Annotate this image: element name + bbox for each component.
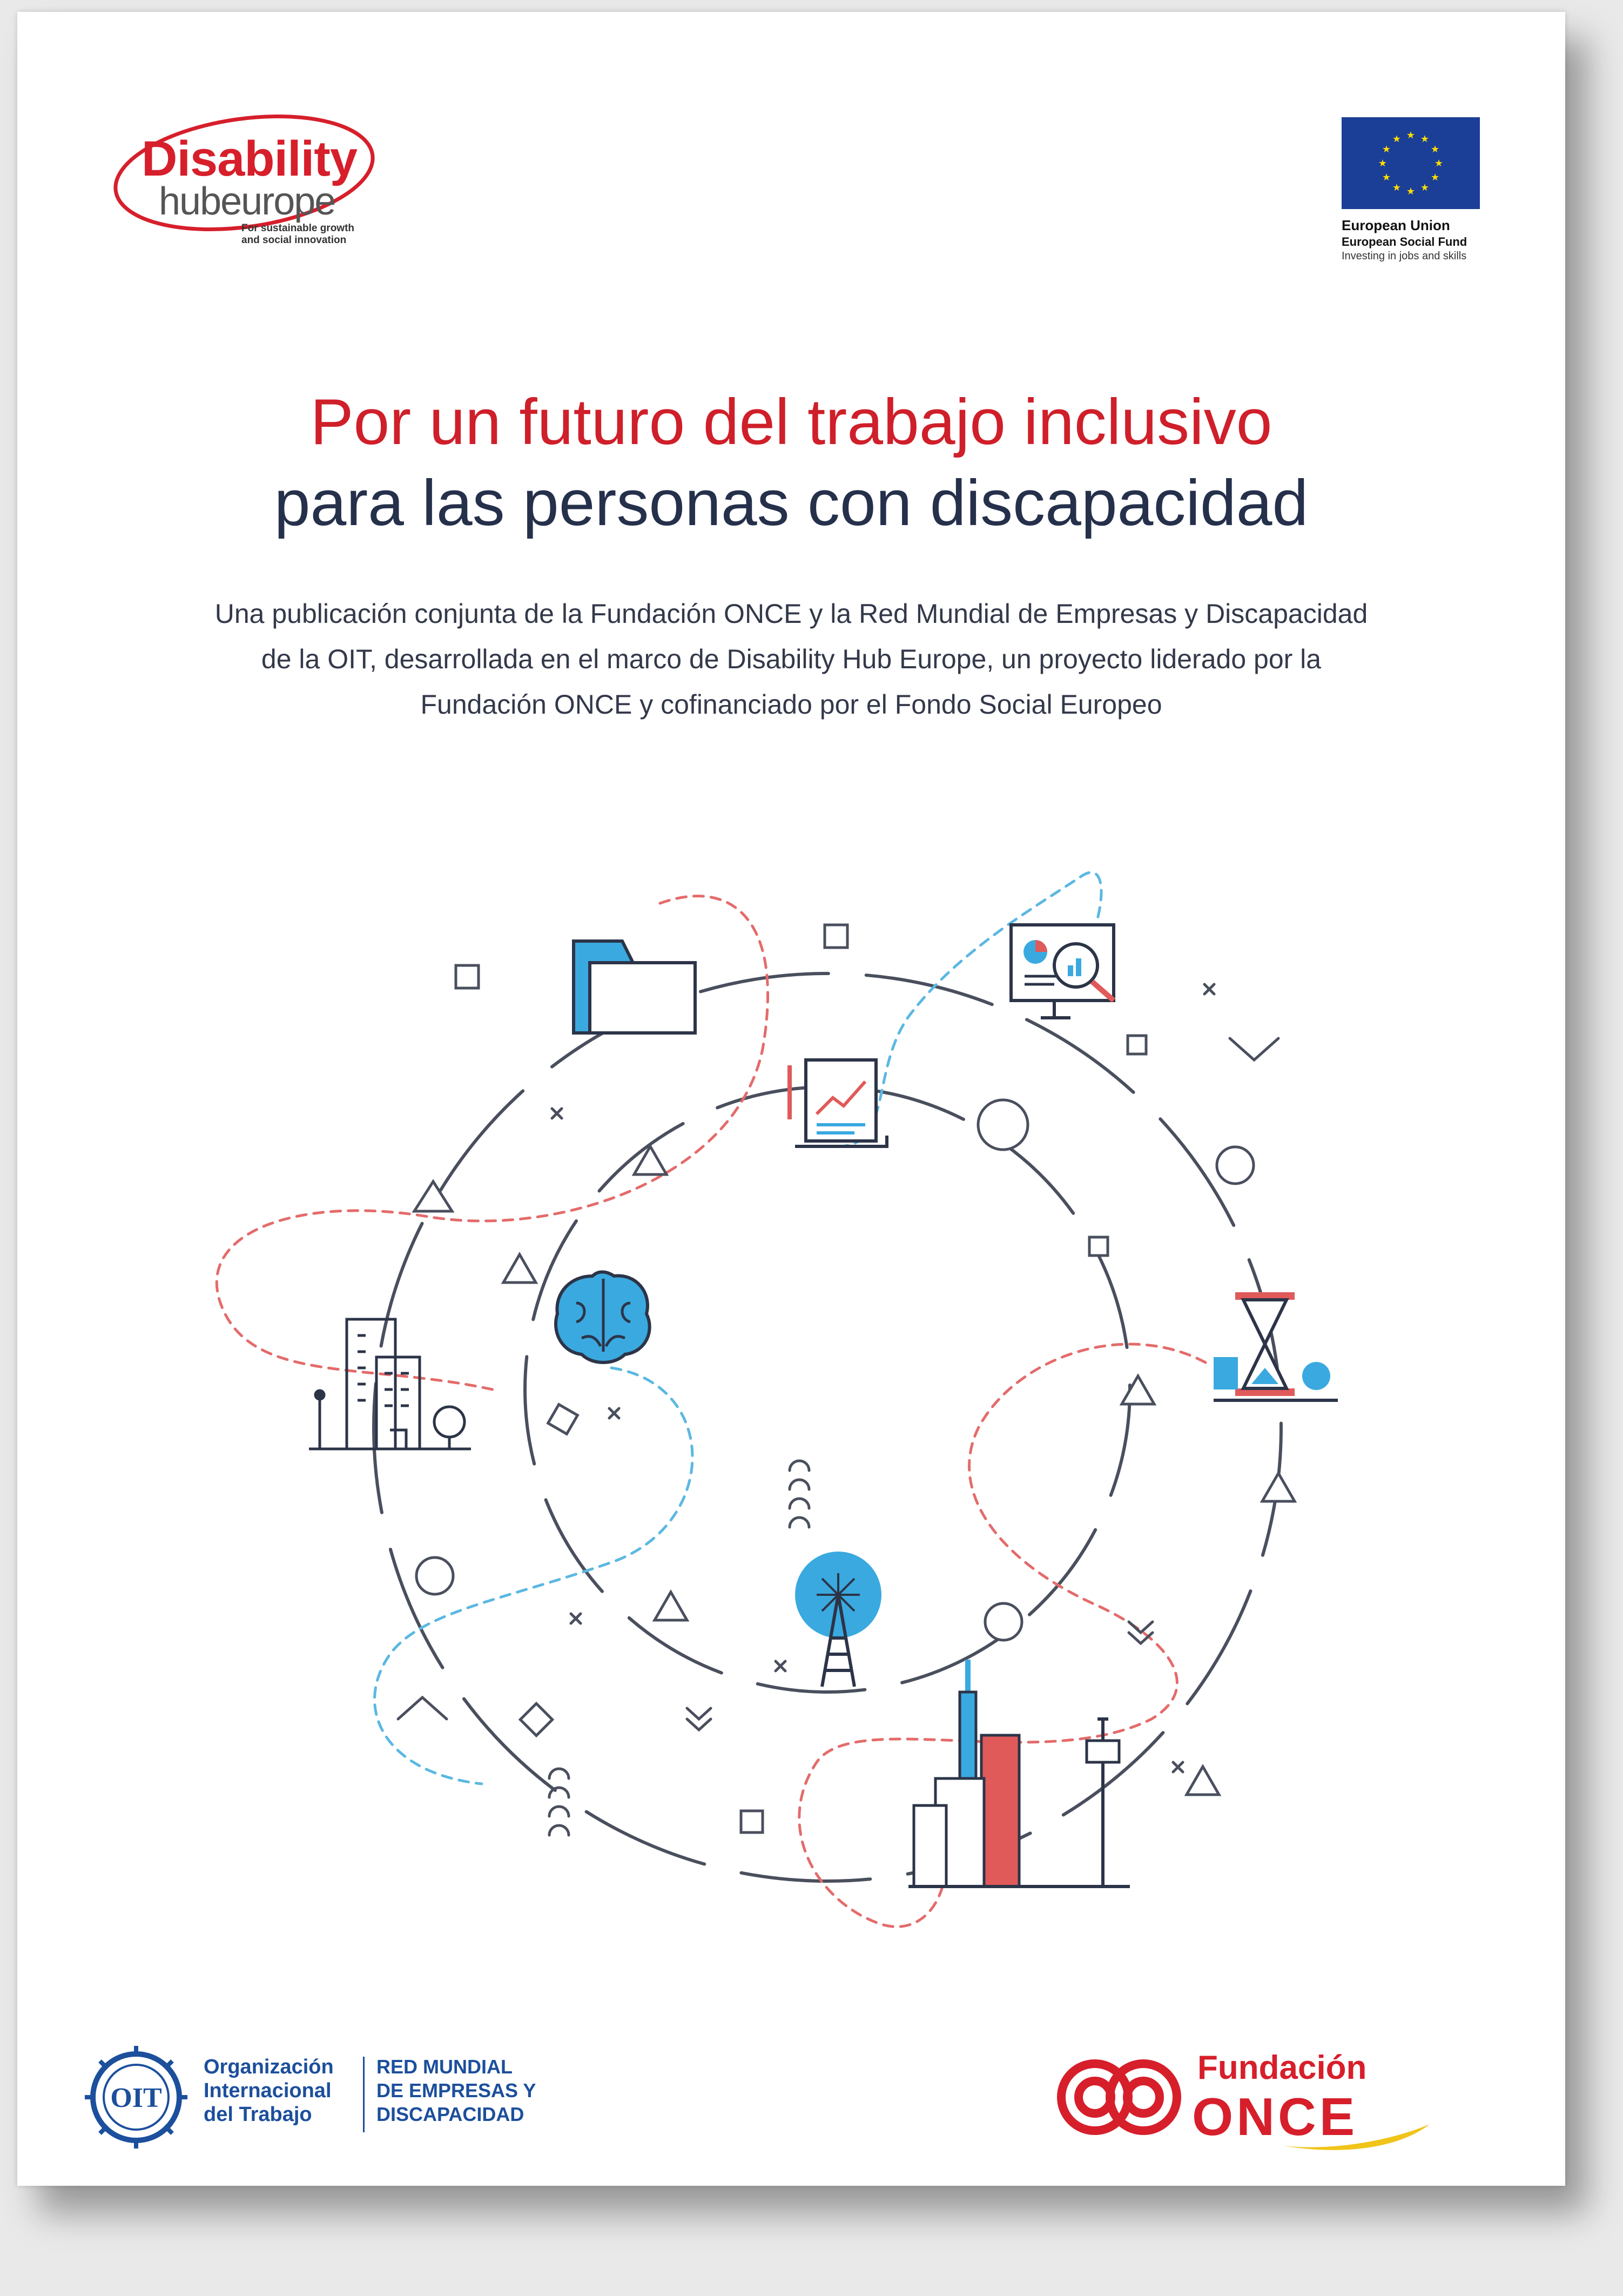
- cross-shapes: [552, 984, 1214, 1772]
- eu-flag-icon: [1342, 117, 1480, 209]
- oit-logo: [82, 2032, 611, 2162]
- once-fundacion: Fundación: [1197, 2049, 1367, 2086]
- title-line-2: para las personas con discapacidad: [274, 467, 1309, 539]
- triangle-shape: [634, 1146, 666, 1174]
- square-shape: [520, 1703, 552, 1735]
- eu-star-icon: ★: [1434, 158, 1444, 169]
- square-shape: [825, 925, 847, 948]
- logo-tagline: [241, 223, 354, 246]
- eu-star-icon: ★: [1382, 172, 1391, 183]
- wave-arcs: [549, 1461, 809, 1835]
- oit-name-line: Internacional: [204, 2079, 332, 2102]
- square-shape: [548, 1405, 578, 1434]
- triangle-shape: [1187, 1767, 1219, 1795]
- triangle-shape: [414, 1181, 452, 1211]
- city-skyline-icon: [908, 1660, 1130, 1887]
- cover-page: [17, 12, 1565, 2186]
- triangle-shape: [1122, 1376, 1154, 1404]
- square-shape: [1089, 1237, 1108, 1256]
- folder-icon: [574, 941, 695, 1033]
- circle-shape: [416, 1557, 453, 1594]
- circle-shape: [978, 1100, 1028, 1150]
- eu-fund: European Social Fund: [1342, 235, 1467, 249]
- eu-tagline: Investing in jobs and skills: [1342, 250, 1467, 262]
- eu-star-icon: ★: [1420, 182, 1430, 193]
- fundacion-once-logo: [1052, 2032, 1440, 2162]
- title-line-1: Por un futuro del trabajo inclusivo: [310, 386, 1272, 458]
- once-swoosh-icon: [1284, 2119, 1435, 2157]
- disability-hub-europe-logo: [109, 109, 390, 250]
- eu-logo: [1325, 106, 1487, 285]
- logo-tagline-line: For sustainable growth: [241, 223, 355, 234]
- oit-network-line: DE EMPRESAS Y: [376, 2079, 536, 2102]
- eu-star-icon: ★: [1406, 186, 1416, 197]
- oit-network-line: DISCAPACIDAD: [376, 2103, 524, 2125]
- eu-star-icon: ★: [1382, 144, 1391, 155]
- blue-dashed-path: [838, 872, 1101, 1146]
- oit-network-line: RED MUNDIAL: [376, 2056, 513, 2078]
- eu-star-icon: ★: [1430, 144, 1440, 155]
- double-chevron-shape: [687, 1708, 711, 1730]
- triangle-shape: [503, 1254, 536, 1283]
- triangle-shape: [655, 1592, 687, 1620]
- hourglass-coins-icon: [1214, 1292, 1338, 1400]
- subtitle-line: Fundación ONCE y cofinanciado por el Fondo Social Europeo: [420, 689, 1162, 720]
- eu-star-icon: ★: [1392, 182, 1402, 193]
- circle-shape: [1217, 1147, 1254, 1184]
- once-name: ONCE: [1192, 2087, 1358, 2146]
- oit-emblem-icon: [82, 2043, 190, 2151]
- dashboard-magnifier-icon: [1011, 925, 1114, 1018]
- once-rings-icon: [1052, 2043, 1187, 2151]
- brain-icon: [556, 1272, 650, 1363]
- logo-hub: hubeurope: [159, 180, 335, 223]
- illustration: [17, 844, 1565, 1989]
- eu-star-icon: ★: [1420, 133, 1430, 144]
- subtitle-line: de la OIT, desarrollada en el marco de Disability Hub Europe, un proyecto liderado por la: [261, 644, 1322, 674]
- oit-network-name: [376, 2055, 536, 2126]
- buildings-icon: [309, 1319, 471, 1449]
- oit-separator: [363, 2057, 365, 2132]
- eu-star-icon: ★: [1378, 158, 1388, 169]
- logo-word: Disability: [142, 131, 358, 186]
- svg-text:OIT: OIT: [110, 2083, 162, 2113]
- square-shape: [1128, 1036, 1146, 1054]
- chevron-shape: [398, 1697, 447, 1719]
- double-chevron-shape: [1129, 1622, 1153, 1643]
- subtitle-line: Una publicación conjunta de la Fundación ONCE y la Red Mundial de Empresas y Discapacidad: [214, 599, 1368, 629]
- eu-name: European Union: [1342, 217, 1450, 233]
- eu-star-icon: ★: [1430, 172, 1440, 183]
- subtitle: [179, 591, 1403, 727]
- oit-name: [204, 2055, 334, 2126]
- report-icon: [790, 1060, 887, 1146]
- oit-name-line: Organización: [204, 2056, 334, 2078]
- chevron-shape: [1230, 1038, 1278, 1060]
- square-shape: [456, 965, 479, 988]
- oit-name-line: del Trabajo: [204, 2103, 312, 2126]
- triangle-shape: [1262, 1473, 1295, 1501]
- square-shape: [741, 1811, 763, 1832]
- circle-shape: [985, 1603, 1022, 1640]
- eu-star-icon: ★: [1406, 130, 1416, 140]
- eu-star-icon: ★: [1392, 133, 1402, 144]
- antenna-icon: [795, 1552, 881, 1687]
- logo-tagline-line: and social innovation: [241, 234, 347, 246]
